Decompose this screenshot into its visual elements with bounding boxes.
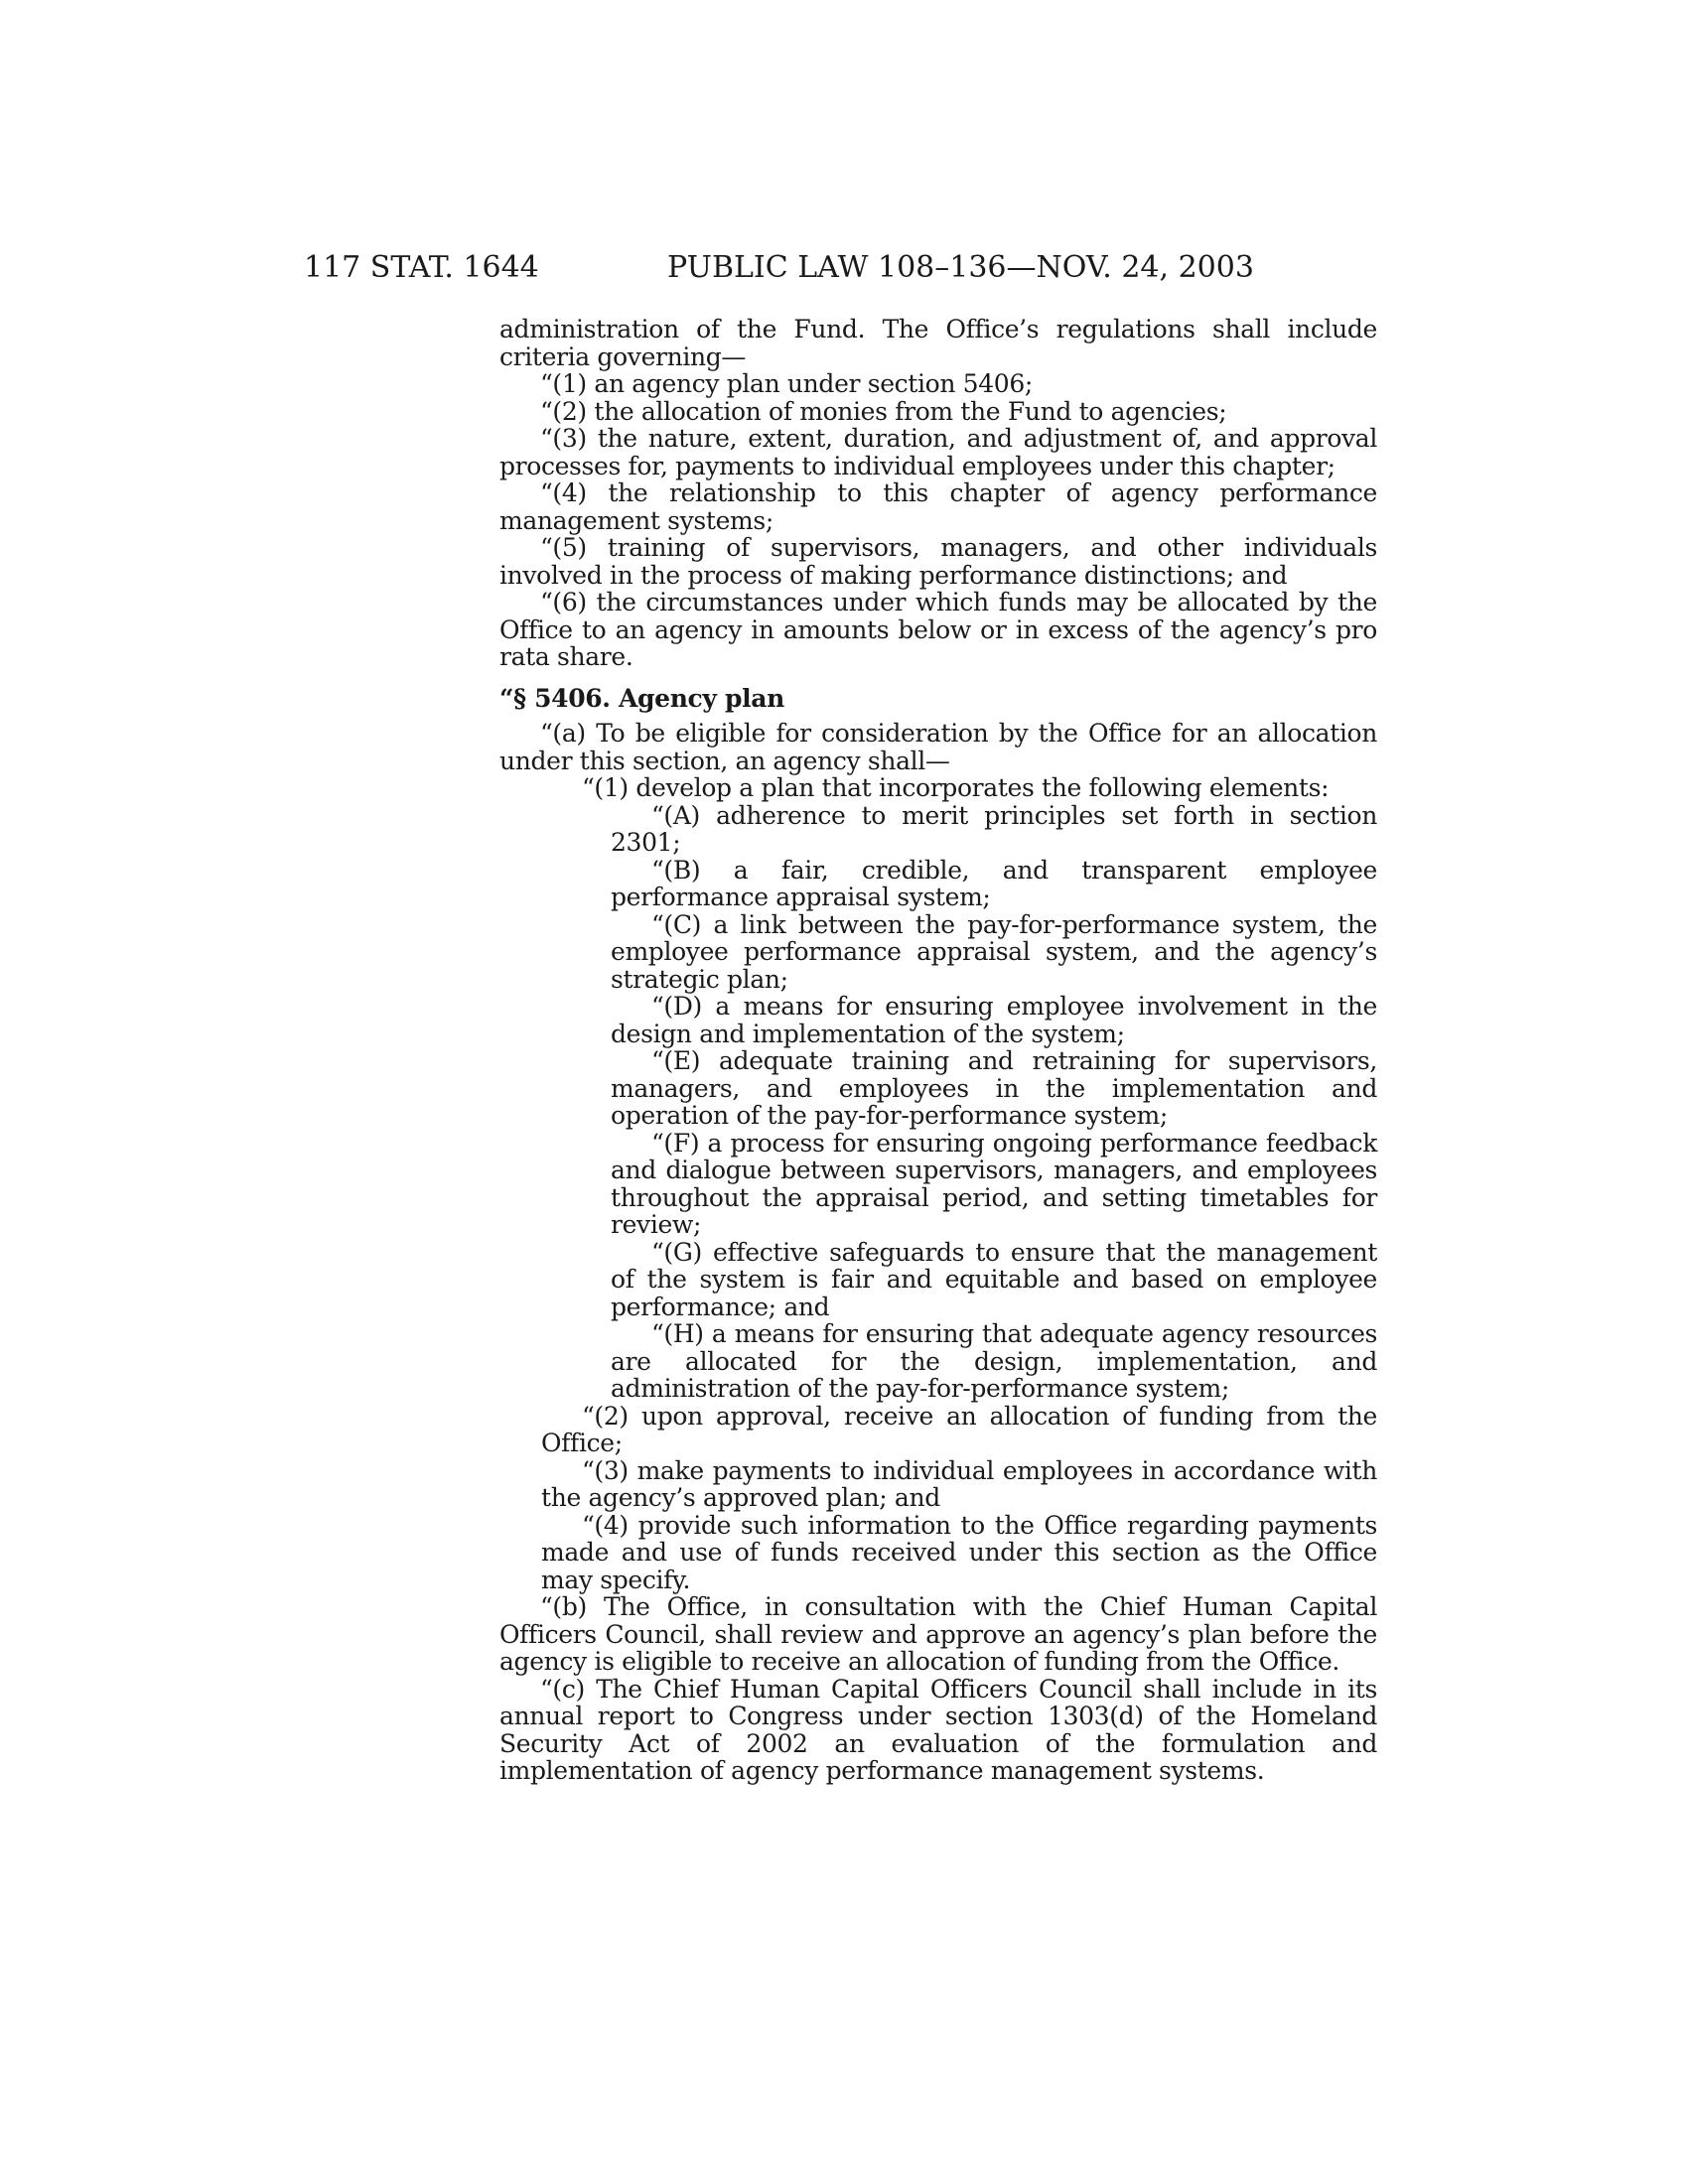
element-D: “(D) a means for ensuring employee involvement in the design and implementation of the system; bbox=[611, 992, 1377, 1048]
paragraph-a4: “(4) provide such information to the Office regarding payments made and use of funds received under this section as the Office may specify. bbox=[541, 1510, 1377, 1594]
element-B: “(B) a fair, credible, and transparent employee performance appraisal system; bbox=[611, 855, 1377, 911]
element-A: “(A) adherence to merit principles set forth in section 2301; bbox=[611, 800, 1377, 857]
section-heading: “§ 5406. Agency plan bbox=[499, 683, 784, 713]
element-E: “(E) adequate training and retraining for supervisors, managers, and employees in the implementation and operation of the pay-for-performance system; bbox=[611, 1046, 1377, 1130]
paragraph-intro: administration of the Fund. The Office’s regulations shall include criteria governing— bbox=[499, 315, 1377, 371]
element-F: “(F) a process for ensuring ongoing performance feedback and dialogue between supervisors, managers, and employees throughout the appraisal period, and setting timetables for review; bbox=[611, 1128, 1377, 1239]
paragraph-a3: “(3) make payments to individual employees in accordance with the agency’s approved plan; and bbox=[541, 1455, 1377, 1512]
element-G: “(G) effective safeguards to ensure that the management of the system is fair and equitable and based on employee performance; and bbox=[611, 1237, 1377, 1321]
stat-page-number: 117 STAT. 1644 bbox=[304, 250, 539, 285]
paragraph-item-1: “(1) an agency plan under section 5406; bbox=[540, 369, 1033, 398]
element-H: “(H) a means for ensuring that adequate agency resources are allocated for the design, implementation, and administration of the pay-for-performance system; bbox=[611, 1319, 1377, 1403]
subsection-b: “(b) The Office, in consultation with the Chief Human Capital Officers Council, shall review and approve an agency’s plan before the agency is eligible to receive an allocation of funding from the Office. bbox=[499, 1592, 1377, 1676]
subsection-c: “(c) The Chief Human Capital Officers Council shall include in its annual report to Congress under section 1303(d) of the Homeland Security Act of 2002 an evaluation of the formulation and implementation of agency performance management systems. bbox=[499, 1674, 1377, 1785]
paragraph-a1: “(1) develop a plan that incorporates the following elements: bbox=[582, 773, 1330, 802]
subsection-a: “(a) To be eligible for consideration by the Office for an allocation under this section, an agency shall— bbox=[499, 719, 1377, 775]
body-text bbox=[499, 316, 1377, 1785]
paragraph-a2: “(2) upon approval, receive an allocation of funding from the Office; bbox=[541, 1401, 1377, 1457]
paragraph-item-3: “(3) the nature, extent, duration, and adjustment of, and approval processes for, payments to individual employees under this chapter; bbox=[499, 424, 1377, 480]
paragraph-item-5: “(5) training of supervisors, managers, and other individuals involved in the process of making performance distinctions; and bbox=[499, 533, 1377, 590]
paragraph-item-4: “(4) the relationship to this chapter of agency performance management systems; bbox=[499, 478, 1377, 535]
element-C: “(C) a link between the pay-for-performance system, the employee performance appraisal system, and the agency’s strategic plan; bbox=[611, 909, 1377, 994]
paragraph-item-2: “(2) the allocation of monies from the Fund to agencies; bbox=[540, 396, 1227, 426]
paragraph-item-6: “(6) the circumstances under which funds may be allocated by the Office to an agency in amounts below or in excess of the agency’s pro rata share. bbox=[499, 588, 1377, 671]
running-head: PUBLIC LAW 108–136—NOV. 24, 2003 bbox=[667, 250, 1254, 285]
